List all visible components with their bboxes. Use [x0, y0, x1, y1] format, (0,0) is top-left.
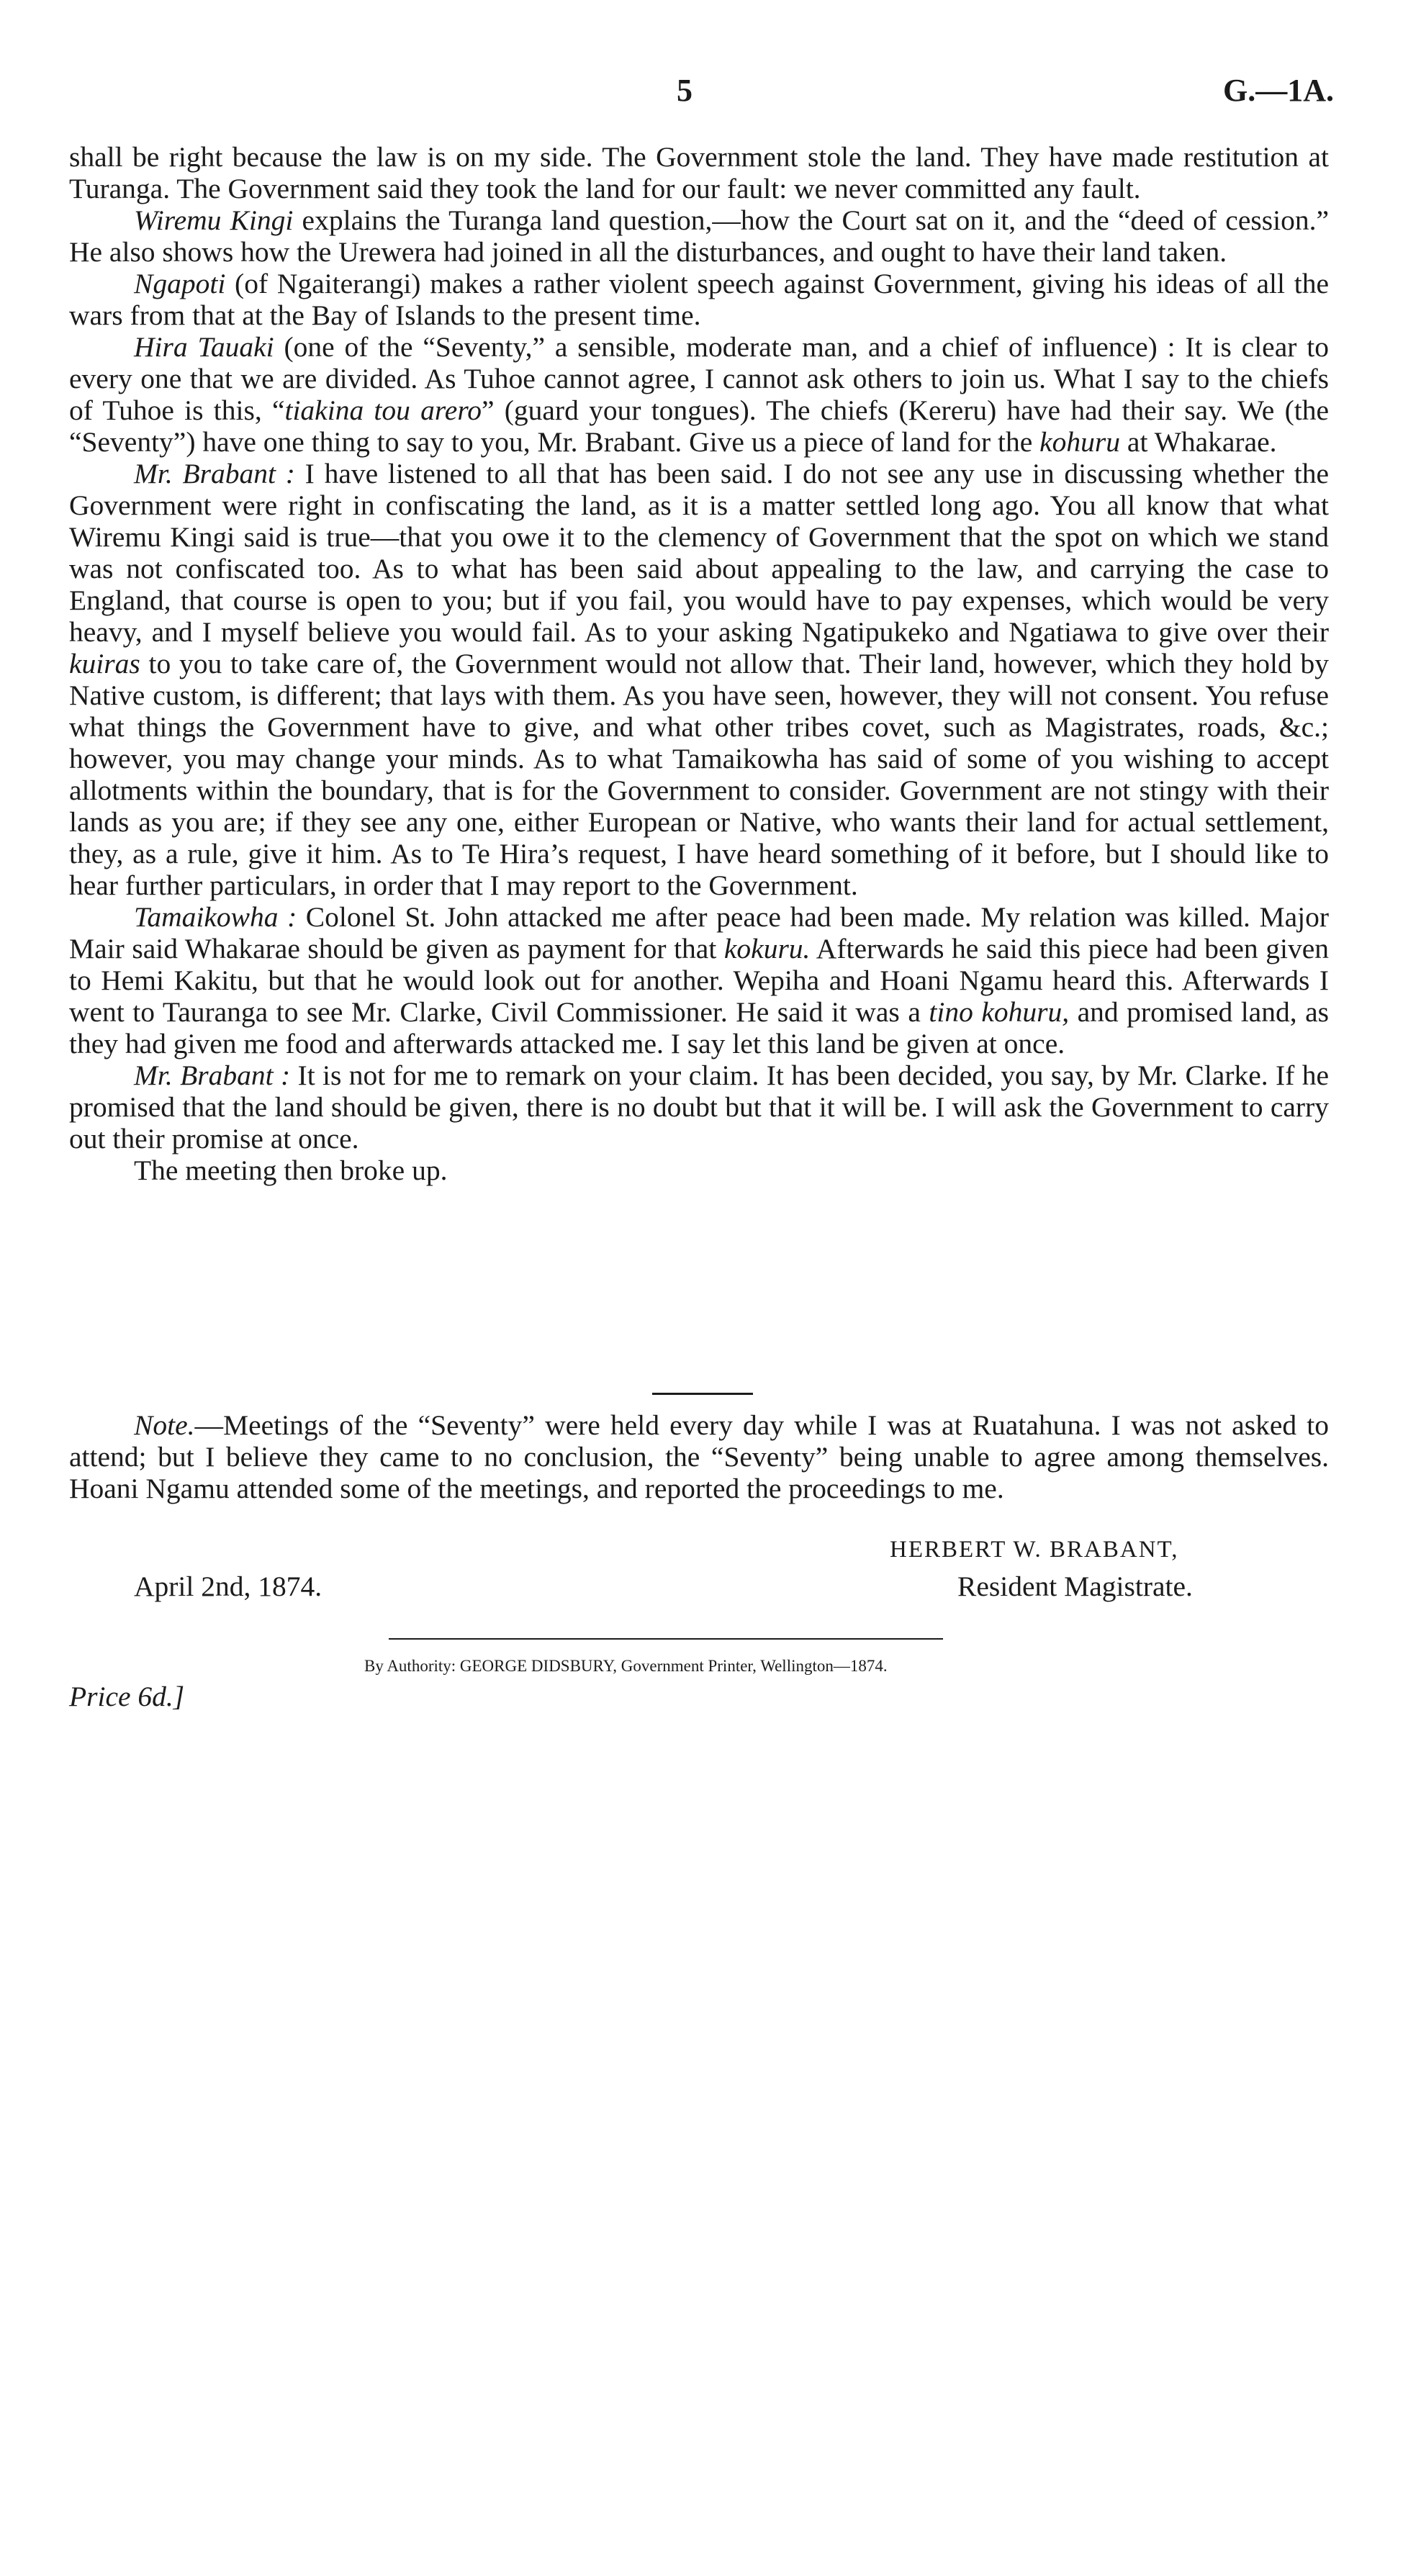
note-paragraph: [69, 1409, 1329, 1504]
paragraph-text: The meeting then broke up.: [134, 1154, 448, 1186]
paragraph-mr-brabant-2: [69, 1059, 1329, 1154]
paragraph-text: at Whakarae.: [1120, 426, 1277, 458]
signatory-title: Resident Magistrate.: [957, 1571, 1193, 1602]
speaker-name: Mr. Brabant :: [134, 458, 295, 489]
signature-date: April 2nd, 1874.: [134, 1571, 322, 1602]
paragraph-text: It is not for me to remark on your claim. It has been decided, you say, by Mr. Clarke. If he promised that the land should be given, there is no doubt but that it will be. I will ask the Government to carry out their promise at once.: [69, 1059, 1330, 1154]
page-number: 5: [677, 73, 693, 108]
paragraph-mr-brabant-1: [69, 458, 1329, 901]
maori-word: kuiras: [69, 648, 140, 679]
paragraph-text: Afterwards he said this piece had been given to Hemi Kakitu, but that he would look out for another. Wepiha and Hoani Ngamu heard this. Afterwards I went to Tauranga to see Mr. Clarke, Civil Commissioner. He said it was a: [69, 933, 1329, 1028]
note-text: —Meetings of the “Seventy” were held every day while I was at Ruatahuna. I was not asked to attend; but I believe they came to no conclusion, the “Seventy” being unable to agree among themselves. Hoani Ngamu attended some of the meetings, and reported the proceedings to me.: [69, 1409, 1329, 1504]
paragraph-1: [69, 141, 1329, 204]
paragraph-text: Colonel St. John attacked me after peace had been made. My relation was killed. Major Mair said Whakarae should be given as payment for that: [69, 901, 1329, 964]
paragraph-text: (one of the “Seventy,” a sensible, moderate man, and a chief of influence) : It is clear to every one that we are divided. As Tuhoe cannot agree, I cannot ask others to join us. What I say to the chiefs of Tuhoe is this, “: [69, 331, 1329, 426]
paragraph-text: ” (guard your tongues). The chiefs (Kereru) have had their say. We (the “Seventy”) have one thing to say to you, Mr. Brabant. Give us a piece of land for the: [69, 394, 1329, 458]
note-label: Note.: [134, 1409, 195, 1441]
printer-imprint: By Authority: GEORGE DIDSBURY, Government Printer, Wellington—1874.: [364, 1657, 888, 1675]
signatory-name: HERBERT W. BRABANT,: [890, 1537, 1179, 1563]
paragraph-meeting-end: [69, 1154, 1329, 1186]
speaker-name: Tamaikowha :: [134, 901, 297, 933]
note-section: [69, 1409, 1329, 1504]
paragraph-text: to you to take care of, the Government would not allow that. Their land, however, which they hold by Native custom, is different; that lays with them. As you have seen, however, they will not consent. You refuse what things the Government have to give, and what other tribes covet, such as Magistrates, roads, &c.; however, you may change your minds. As to what Tamaikowha has said of some of you wishing to accept allotments within the boundary, that is for the Government to consider. Government are not stingy with their lands as you are; if they see any one, either European or Native, who wants their land for actual settlement, they, as a rule, give it him. As to Te Hira’s request, I have heard something of it before, but I should like to hear further particulars, in order that I may report to the Government.: [69, 648, 1329, 901]
maori-word: kohuru: [1039, 426, 1121, 458]
body-text: [69, 141, 1329, 1186]
speaker-name: Hira Tauaki: [134, 331, 274, 363]
speaker-name: Mr. Brabant :: [134, 1059, 291, 1091]
section-divider: [652, 1393, 753, 1395]
paragraph-wiremu-kingi: [69, 204, 1329, 268]
paragraph-text: and promised land, as they had given me food and afterwards attacked me. I say let this land be given at once.: [69, 996, 1329, 1059]
paragraph-tamaikowha: [69, 901, 1329, 1059]
document-reference: G.—1A.: [1223, 73, 1334, 108]
price-label: Price 6d.]: [69, 1681, 185, 1712]
footer-rule: [389, 1638, 943, 1640]
paragraph-hira-tauaki: [69, 331, 1329, 458]
maori-word: kokuru.: [723, 933, 811, 964]
paragraph-text: I have listened to all that has been said. I do not see any use in discussing whether the Government were right in confiscating the land, as it is a matter settled long ago. You all know that what Wiremu Kingi said is true—that you owe it to the clemency of Government that the spot on which we stand was not confiscated too. As to what has been said about appealing to the law, and carrying the case to England, that course is open to you; but if you fail, you would have to pay expenses, which would be very heavy, and I myself believe you would fail. As to your asking Ngatipukeko and Ngatiawa to give over their: [69, 458, 1330, 648]
maori-phrase: tino kohuru,: [929, 996, 1070, 1028]
speaker-name: Ngapoti: [134, 268, 226, 299]
paragraph-text: explains the Turanga land question,—how the Court sat on it, and the “deed of cession.” He also shows how the Urewera had joined in all the disturbances, and ought to have their land taken.: [69, 204, 1329, 268]
maori-phrase: tiakina tou arero: [284, 394, 482, 426]
speaker-name: Wiremu Kingi: [134, 204, 294, 236]
paragraph-1-text: shall be right because the law is on my side. The Government stole the land. They have made restitution at Turanga. The Government said they took the land for our fault: we never committed any fault.: [69, 141, 1329, 204]
paragraph-ngapoti: [69, 268, 1329, 331]
paragraph-text: (of Ngaiterangi) makes a rather violent speech against Government, giving his ideas of all the wars from that at the Bay of Islands to the present time.: [69, 268, 1329, 331]
